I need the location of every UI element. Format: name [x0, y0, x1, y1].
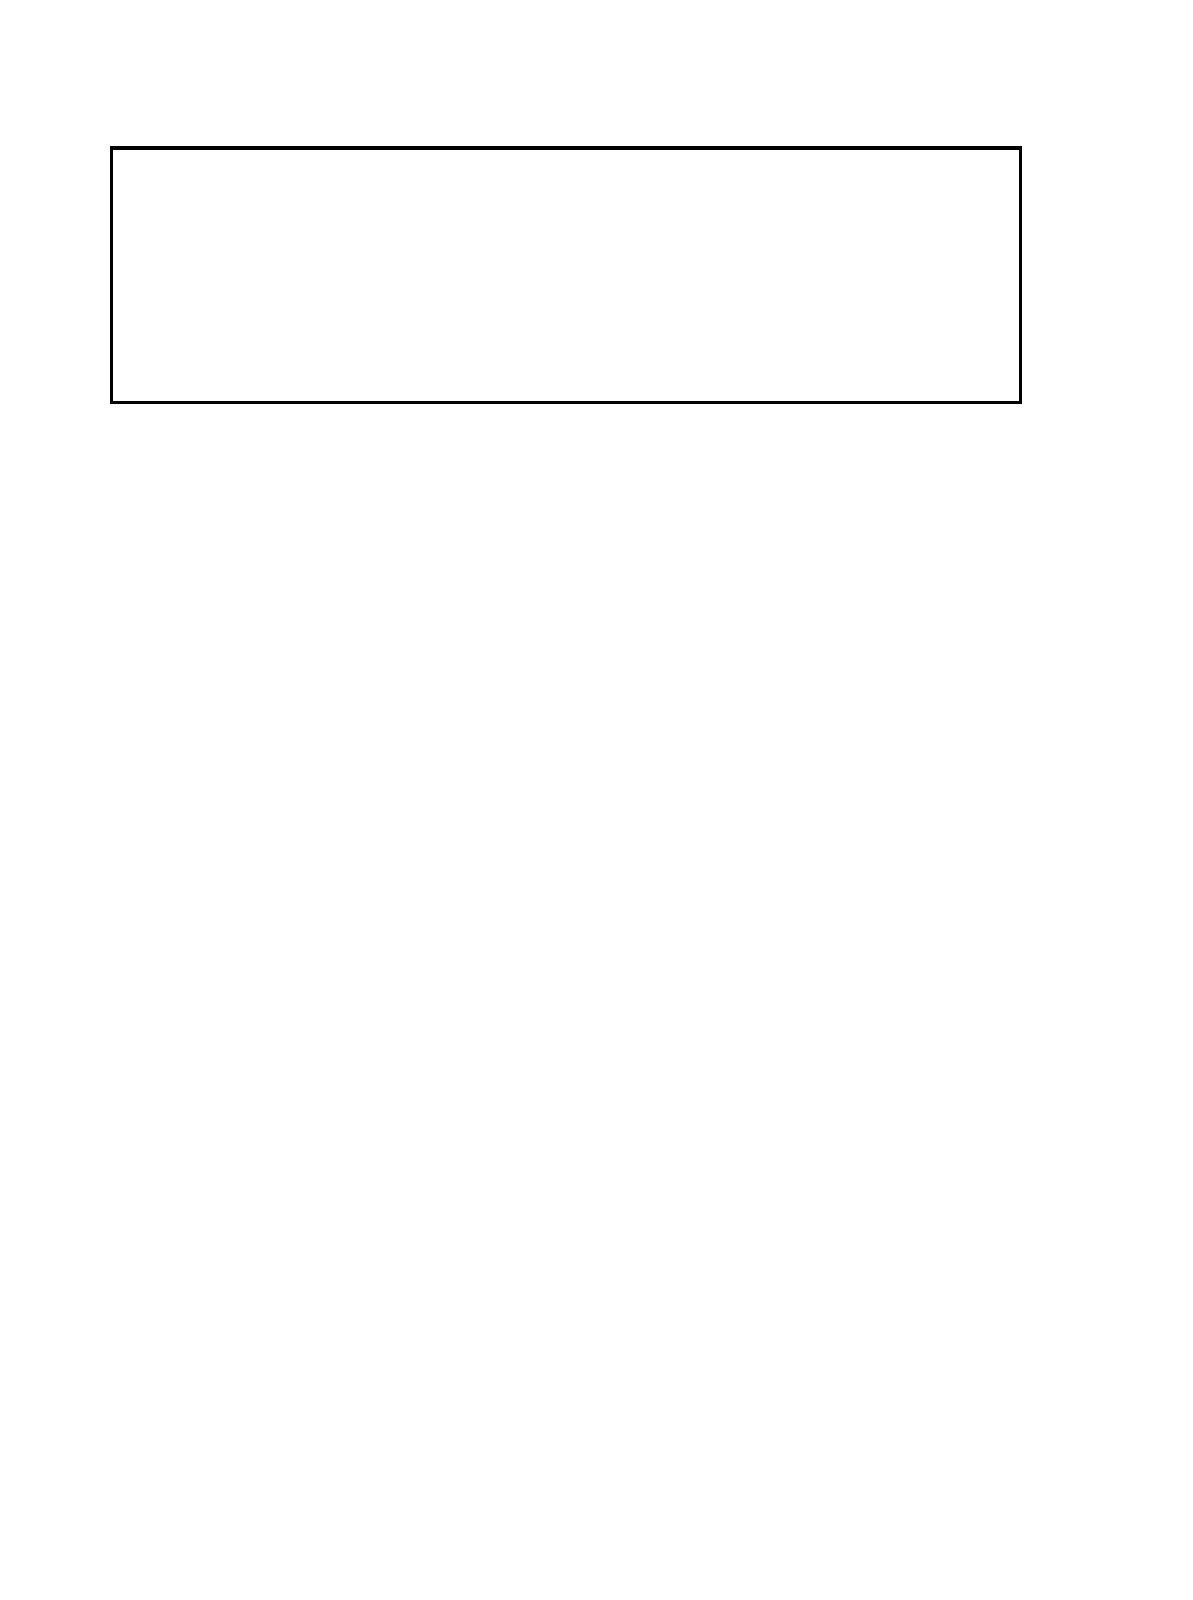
group-title-buttons [775, 150, 1001, 216]
group-title-content [379, 150, 703, 216]
group-title-duration [703, 150, 775, 216]
program-table [110, 451, 1022, 1286]
table-header [110, 146, 1022, 404]
group-title-checks [113, 150, 379, 216]
